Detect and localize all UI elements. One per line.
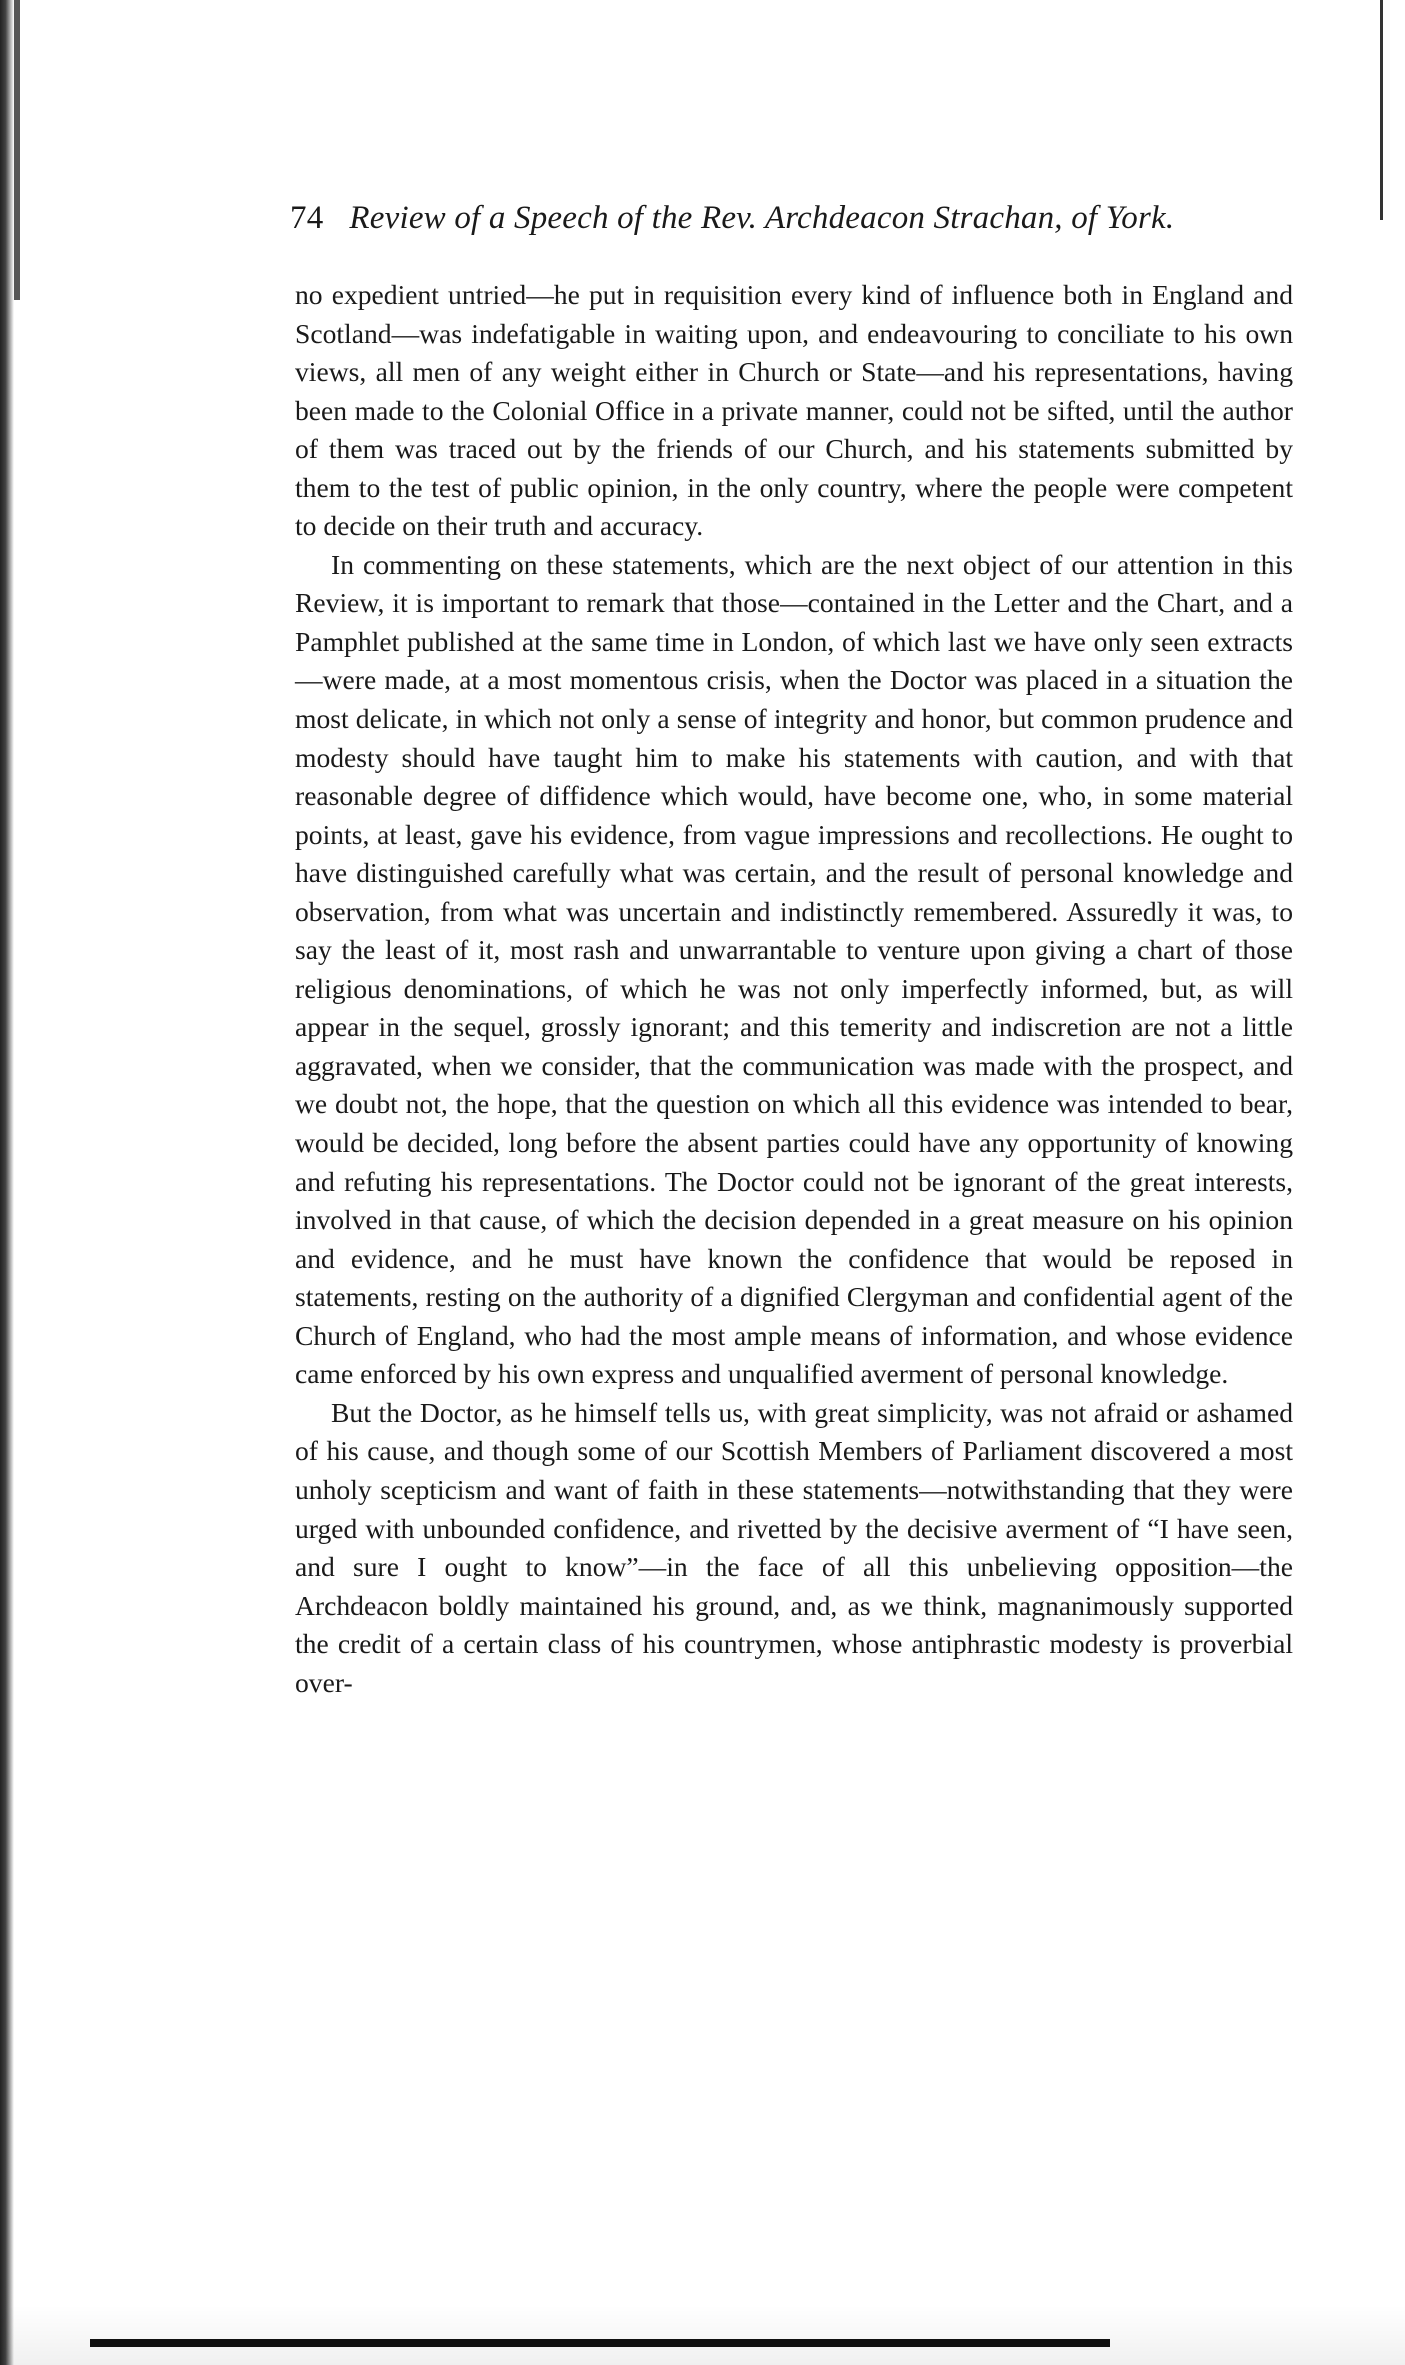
paragraph: But the Doctor, as he himself tells us, with great simplicity, was not afraid or ashamed of his cause, and though some of our Scottish Members of Parliament discovered a most unholy scepticism and want of faith in these statements—notwithstanding that they were urged with unbounded confidence, and rivetted by the decisive averment of “I have seen, and sure I ought to know”—in the face of all this unbelieving opposition—the Archdeacon boldly maintained his ground, and, as we think, magnanimously supported the credit of a certain class of his countrymen, whose antiphrastic modesty is proverbial over- <box>295 1396 1293 1698</box>
page-number: 74 <box>290 200 324 236</box>
running-header <box>290 200 1295 237</box>
paragraph-continued: no expedient untried—he put in requisition every kind of influence both in England and Scotland—was indefatigable in waiting upon, and endeavouring to conciliate to his own views, all men of any weight either in Church or State—and his representations, having been made to the Colonial Office in a private manner, could not be sifted, until the author of them was traced out by the friends of our Church, and his statements submitted by them to the test of public opinion, in the only country, where the people were competent to decide on their truth and accuracy. <box>295 279 1293 542</box>
paragraph: In commenting on these statements, which are the next object of our attention in this Review, it is important to remark that those—contained in the Letter and the Chart, and a Pamphlet published at the same time in London, of which last we have only seen extracts—were made, at a most momentous crisis, when the Doctor was placed in a situation the most delicate, in which not only a sense of integrity and honor, but common prudence and modesty should have taught him to make his statements with caution, and with that reasonable degree of diffidence which would, have become one, who, in some material points, at least, gave his evidence, from vague impressions and recollections. He ought to have distinguished carefully what was certain, and the result of personal knowledge and observation, from what was uncertain and indistinctly remembered. Assuredly it was, to say the least of it, most rash and unwarrantable to venture upon giving a chart of those religious denominations, of which he was not only imperfectly informed, but, as will appear in the sequel, grossly ignorant; and this temerity and indiscretion are not a little aggravated, when we consider, that the communication was made with the prospect, and we doubt not, the hope, that the question on which all this evidence was intended to bear, would be decided, long before the absent parties could have any opportunity of knowing and refuting his representations. The Doctor could not be ignorant of the great interests, involved in that cause, of which the decision depended in a great measure on his opinion and evidence, and he must have known the confidence that would be reposed in statements, resting on the authority of a dignified Clergyman and confidential agent of the Church of England, who had the most ample means of information, and whose evidence came enforced by his own express and unqualified averment of personal knowledge. <box>295 548 1293 1390</box>
page-bottom-shadow <box>0 2305 1405 2365</box>
page-edge-mark-right <box>1380 0 1383 220</box>
bottom-scan-rule <box>90 2339 1110 2347</box>
binding-mark-left <box>14 0 20 300</box>
page-edge-shadow-left <box>0 0 14 2365</box>
running-title: Review of a Speech of the Rev. Archdeacon Strachan, of York. <box>349 200 1175 236</box>
body-text <box>295 276 1293 1702</box>
